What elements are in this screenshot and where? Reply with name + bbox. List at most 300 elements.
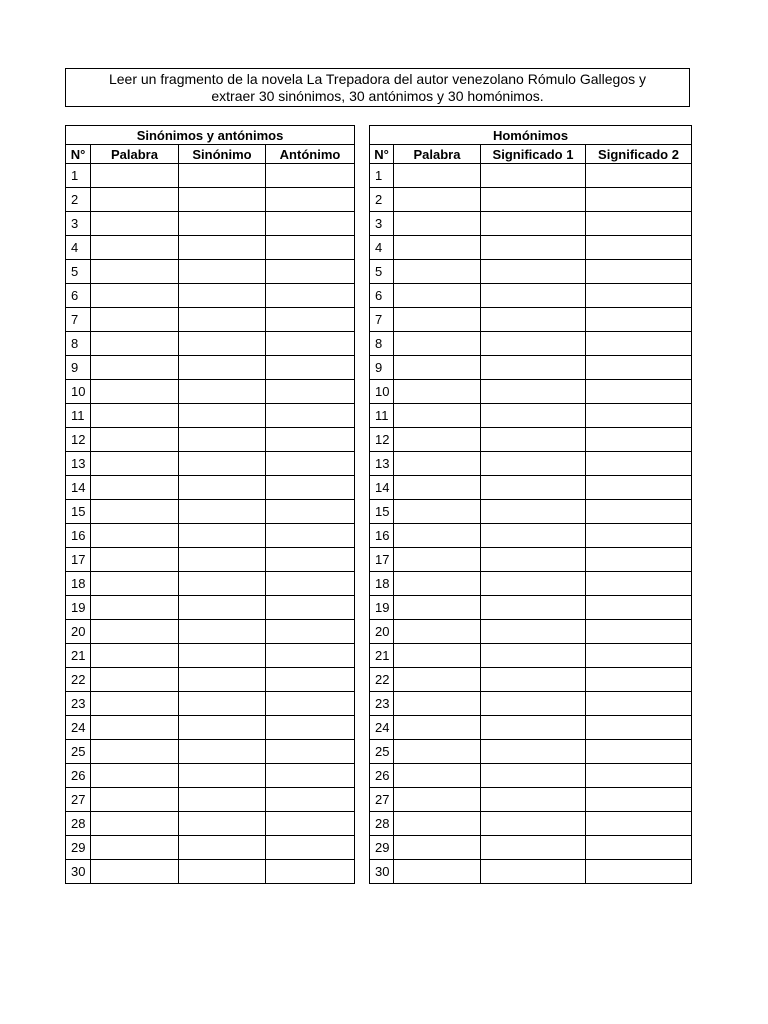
sinonimo-cell[interactable] bbox=[179, 716, 266, 740]
table-row bbox=[66, 284, 355, 308]
table-row bbox=[66, 500, 355, 524]
row-number: 28 bbox=[66, 812, 91, 836]
significado-1-cell[interactable] bbox=[481, 452, 586, 476]
palabra-cell[interactable] bbox=[91, 404, 179, 428]
significado-1-cell[interactable] bbox=[481, 812, 586, 836]
instructions-line-1: Leer un fragmento de la novela La Trepadora del autor venezolano Rómulo Gallegos y bbox=[108, 70, 646, 87]
significado-2-cell[interactable] bbox=[586, 356, 692, 380]
significado-1-cell[interactable] bbox=[481, 764, 586, 788]
sinonimo-cell[interactable] bbox=[179, 260, 266, 284]
row-number: 29 bbox=[370, 836, 394, 860]
antonimo-cell[interactable] bbox=[266, 788, 355, 812]
sinonimo-cell[interactable] bbox=[179, 692, 266, 716]
significado-1-cell[interactable] bbox=[481, 284, 586, 308]
table-row bbox=[66, 380, 355, 404]
row-number: 27 bbox=[66, 788, 91, 812]
antonimo-cell[interactable] bbox=[266, 380, 355, 404]
palabra-cell[interactable] bbox=[91, 548, 179, 572]
antonimo-cell[interactable] bbox=[266, 836, 355, 860]
table-row bbox=[370, 188, 692, 212]
palabra-cell[interactable] bbox=[394, 284, 481, 308]
row-number: 18 bbox=[66, 572, 91, 596]
palabra-cell[interactable] bbox=[394, 332, 481, 356]
table-row bbox=[370, 332, 692, 356]
palabra-cell[interactable] bbox=[394, 812, 481, 836]
table-row bbox=[66, 692, 355, 716]
palabra-cell[interactable] bbox=[394, 860, 481, 884]
antonimo-cell[interactable] bbox=[266, 476, 355, 500]
row-number: 21 bbox=[370, 644, 394, 668]
column-header-sinonimo: Sinónimo bbox=[179, 145, 266, 164]
significado-2-cell[interactable] bbox=[586, 212, 692, 236]
palabra-cell[interactable] bbox=[394, 548, 481, 572]
table-row bbox=[66, 764, 355, 788]
significado-1-cell[interactable] bbox=[481, 524, 586, 548]
palabra-cell[interactable] bbox=[91, 572, 179, 596]
sinonimo-cell[interactable] bbox=[179, 356, 266, 380]
row-number: 11 bbox=[370, 404, 394, 428]
row-number: 8 bbox=[66, 332, 91, 356]
significado-2-cell[interactable] bbox=[586, 812, 692, 836]
antonimo-cell[interactable] bbox=[266, 596, 355, 620]
table-row bbox=[370, 668, 692, 692]
table-row bbox=[66, 524, 355, 548]
palabra-cell[interactable] bbox=[394, 500, 481, 524]
antonimo-cell[interactable] bbox=[266, 452, 355, 476]
table-row bbox=[370, 812, 692, 836]
table-row bbox=[370, 740, 692, 764]
table-row bbox=[66, 356, 355, 380]
table-row bbox=[66, 596, 355, 620]
sinonimo-cell[interactable] bbox=[179, 476, 266, 500]
significado-2-cell[interactable] bbox=[586, 716, 692, 740]
row-number: 5 bbox=[66, 260, 91, 284]
sinonimo-cell[interactable] bbox=[179, 860, 266, 884]
antonimo-cell[interactable] bbox=[266, 212, 355, 236]
row-number: 23 bbox=[370, 692, 394, 716]
synonyms-antonyms-table bbox=[65, 125, 355, 884]
row-number: 14 bbox=[66, 476, 91, 500]
row-number: 24 bbox=[370, 716, 394, 740]
palabra-cell[interactable] bbox=[394, 260, 481, 284]
antonimo-cell[interactable] bbox=[266, 668, 355, 692]
significado-2-cell[interactable] bbox=[586, 836, 692, 860]
significado-1-cell[interactable] bbox=[481, 836, 586, 860]
column-header-palabra: Palabra bbox=[394, 145, 481, 164]
row-number: 21 bbox=[66, 644, 91, 668]
palabra-cell[interactable] bbox=[394, 212, 481, 236]
palabra-cell[interactable] bbox=[394, 356, 481, 380]
column-header-number: N° bbox=[370, 145, 394, 164]
sinonimo-cell[interactable] bbox=[179, 284, 266, 308]
antonimo-cell[interactable] bbox=[266, 716, 355, 740]
palabra-cell[interactable] bbox=[91, 692, 179, 716]
antonimo-cell[interactable] bbox=[266, 860, 355, 884]
row-number: 29 bbox=[66, 836, 91, 860]
table-row bbox=[370, 212, 692, 236]
table-row bbox=[370, 596, 692, 620]
row-number: 15 bbox=[66, 500, 91, 524]
homonyms-table bbox=[369, 125, 692, 884]
significado-1-cell[interactable] bbox=[481, 308, 586, 332]
row-number: 16 bbox=[370, 524, 394, 548]
table-row bbox=[66, 548, 355, 572]
significado-1-cell[interactable] bbox=[481, 572, 586, 596]
table-row bbox=[370, 500, 692, 524]
row-number: 30 bbox=[66, 860, 91, 884]
antonimo-cell[interactable] bbox=[266, 236, 355, 260]
antonimo-cell[interactable] bbox=[266, 644, 355, 668]
significado-2-cell[interactable] bbox=[586, 260, 692, 284]
significado-2-cell[interactable] bbox=[586, 380, 692, 404]
sinonimo-cell[interactable] bbox=[179, 596, 266, 620]
sinonimo-cell[interactable] bbox=[179, 236, 266, 260]
palabra-cell[interactable] bbox=[394, 716, 481, 740]
table-row bbox=[66, 212, 355, 236]
sinonimo-cell[interactable] bbox=[179, 788, 266, 812]
row-number: 4 bbox=[370, 236, 394, 260]
sinonimo-cell[interactable] bbox=[179, 164, 266, 188]
palabra-cell[interactable] bbox=[91, 260, 179, 284]
palabra-cell[interactable] bbox=[91, 236, 179, 260]
significado-1-cell[interactable] bbox=[481, 236, 586, 260]
row-number: 2 bbox=[370, 188, 394, 212]
significado-2-cell[interactable] bbox=[586, 308, 692, 332]
antonimo-cell[interactable] bbox=[266, 308, 355, 332]
significado-2-cell[interactable] bbox=[586, 644, 692, 668]
row-number: 7 bbox=[370, 308, 394, 332]
table-row bbox=[370, 380, 692, 404]
row-number: 13 bbox=[370, 452, 394, 476]
significado-2-cell[interactable] bbox=[586, 236, 692, 260]
significado-1-cell[interactable] bbox=[481, 692, 586, 716]
sinonimo-cell[interactable] bbox=[179, 620, 266, 644]
palabra-cell[interactable] bbox=[91, 644, 179, 668]
table-row bbox=[66, 740, 355, 764]
row-number: 10 bbox=[370, 380, 394, 404]
table-row bbox=[370, 548, 692, 572]
palabra-cell[interactable] bbox=[91, 188, 179, 212]
row-number: 13 bbox=[66, 452, 91, 476]
sinonimo-cell[interactable] bbox=[179, 308, 266, 332]
row-number: 19 bbox=[370, 596, 394, 620]
significado-2-cell[interactable] bbox=[586, 500, 692, 524]
significado-2-cell[interactable] bbox=[586, 188, 692, 212]
row-number: 12 bbox=[370, 428, 394, 452]
palabra-cell[interactable] bbox=[394, 188, 481, 212]
significado-1-cell[interactable] bbox=[481, 500, 586, 524]
significado-2-cell[interactable] bbox=[586, 572, 692, 596]
table-row bbox=[66, 716, 355, 740]
palabra-cell[interactable] bbox=[394, 236, 481, 260]
row-number: 3 bbox=[370, 212, 394, 236]
palabra-cell[interactable] bbox=[91, 524, 179, 548]
palabra-cell[interactable] bbox=[91, 380, 179, 404]
significado-2-cell[interactable] bbox=[586, 692, 692, 716]
table-row bbox=[370, 836, 692, 860]
significado-1-cell[interactable] bbox=[481, 260, 586, 284]
palabra-cell[interactable] bbox=[394, 308, 481, 332]
table-row bbox=[66, 812, 355, 836]
table-row bbox=[370, 452, 692, 476]
significado-2-cell[interactable] bbox=[586, 740, 692, 764]
table-row bbox=[66, 476, 355, 500]
row-number: 1 bbox=[66, 164, 91, 188]
palabra-cell[interactable] bbox=[394, 572, 481, 596]
table-row bbox=[370, 524, 692, 548]
palabra-cell[interactable] bbox=[394, 428, 481, 452]
palabra-cell[interactable] bbox=[394, 644, 481, 668]
significado-1-cell[interactable] bbox=[481, 668, 586, 692]
table-row bbox=[370, 644, 692, 668]
significado-1-cell[interactable] bbox=[481, 212, 586, 236]
antonimo-cell[interactable] bbox=[266, 188, 355, 212]
significado-2-cell[interactable] bbox=[586, 164, 692, 188]
palabra-cell[interactable] bbox=[394, 740, 481, 764]
palabra-cell[interactable] bbox=[394, 788, 481, 812]
palabra-cell[interactable] bbox=[91, 716, 179, 740]
palabra-cell[interactable] bbox=[91, 476, 179, 500]
row-number: 24 bbox=[66, 716, 91, 740]
significado-1-cell[interactable] bbox=[481, 404, 586, 428]
row-number: 20 bbox=[66, 620, 91, 644]
significado-1-cell[interactable] bbox=[481, 860, 586, 884]
column-header-antonimo: Antónimo bbox=[266, 145, 355, 164]
sinonimo-cell[interactable] bbox=[179, 500, 266, 524]
table-row bbox=[66, 164, 355, 188]
table-row bbox=[370, 308, 692, 332]
sinonimo-cell[interactable] bbox=[179, 380, 266, 404]
palabra-cell[interactable] bbox=[91, 596, 179, 620]
significado-1-cell[interactable] bbox=[481, 164, 586, 188]
table-row bbox=[370, 236, 692, 260]
sinonimo-cell[interactable] bbox=[179, 812, 266, 836]
sinonimo-cell[interactable] bbox=[179, 764, 266, 788]
column-header-significado-2: Significado 2 bbox=[586, 145, 692, 164]
row-number: 26 bbox=[370, 764, 394, 788]
row-number: 14 bbox=[370, 476, 394, 500]
row-number: 27 bbox=[370, 788, 394, 812]
antonimo-cell[interactable] bbox=[266, 740, 355, 764]
palabra-cell[interactable] bbox=[394, 476, 481, 500]
table-row bbox=[370, 620, 692, 644]
palabra-cell[interactable] bbox=[394, 404, 481, 428]
sinonimo-cell[interactable] bbox=[179, 452, 266, 476]
row-number: 6 bbox=[66, 284, 91, 308]
palabra-cell[interactable] bbox=[394, 692, 481, 716]
sinonimo-cell[interactable] bbox=[179, 740, 266, 764]
table-row bbox=[370, 692, 692, 716]
palabra-cell[interactable] bbox=[394, 668, 481, 692]
row-number: 15 bbox=[370, 500, 394, 524]
sinonimo-cell[interactable] bbox=[179, 524, 266, 548]
palabra-cell[interactable] bbox=[91, 740, 179, 764]
significado-2-cell[interactable] bbox=[586, 476, 692, 500]
row-number: 16 bbox=[66, 524, 91, 548]
significado-1-cell[interactable] bbox=[481, 188, 586, 212]
row-number: 28 bbox=[370, 812, 394, 836]
significado-1-cell[interactable] bbox=[481, 548, 586, 572]
table-row bbox=[66, 332, 355, 356]
table-row bbox=[66, 260, 355, 284]
palabra-cell[interactable] bbox=[91, 284, 179, 308]
palabra-cell[interactable] bbox=[91, 668, 179, 692]
significado-1-cell[interactable] bbox=[481, 332, 586, 356]
antonimo-cell[interactable] bbox=[266, 284, 355, 308]
sinonimo-cell[interactable] bbox=[179, 668, 266, 692]
table-row bbox=[370, 164, 692, 188]
table-row bbox=[370, 404, 692, 428]
table-row bbox=[66, 644, 355, 668]
palabra-cell[interactable] bbox=[394, 524, 481, 548]
antonimo-cell[interactable] bbox=[266, 164, 355, 188]
palabra-cell[interactable] bbox=[394, 380, 481, 404]
palabra-cell[interactable] bbox=[394, 596, 481, 620]
table-row bbox=[370, 284, 692, 308]
column-header-palabra: Palabra bbox=[91, 145, 179, 164]
row-number: 11 bbox=[66, 404, 91, 428]
palabra-cell[interactable] bbox=[91, 308, 179, 332]
table-row bbox=[66, 404, 355, 428]
row-number: 8 bbox=[370, 332, 394, 356]
table-row bbox=[66, 428, 355, 452]
table-row bbox=[66, 836, 355, 860]
palabra-cell[interactable] bbox=[394, 836, 481, 860]
row-number: 26 bbox=[66, 764, 91, 788]
table-row bbox=[370, 572, 692, 596]
row-number: 10 bbox=[66, 380, 91, 404]
row-number: 2 bbox=[66, 188, 91, 212]
antonimo-cell[interactable] bbox=[266, 548, 355, 572]
row-number: 4 bbox=[66, 236, 91, 260]
sinonimo-cell[interactable] bbox=[179, 404, 266, 428]
antonimo-cell[interactable] bbox=[266, 404, 355, 428]
table-row bbox=[66, 572, 355, 596]
significado-1-cell[interactable] bbox=[481, 380, 586, 404]
table-row bbox=[66, 788, 355, 812]
significado-2-cell[interactable] bbox=[586, 668, 692, 692]
significado-1-cell[interactable] bbox=[481, 428, 586, 452]
palabra-cell[interactable] bbox=[91, 764, 179, 788]
significado-2-cell[interactable] bbox=[586, 548, 692, 572]
table-row bbox=[66, 452, 355, 476]
homonyms-title: Homónimos bbox=[370, 126, 692, 145]
palabra-cell[interactable] bbox=[91, 212, 179, 236]
palabra-cell[interactable] bbox=[91, 860, 179, 884]
table-row bbox=[66, 668, 355, 692]
column-header-number: N° bbox=[66, 145, 91, 164]
row-number: 23 bbox=[66, 692, 91, 716]
antonimo-cell[interactable] bbox=[266, 332, 355, 356]
row-number: 7 bbox=[66, 308, 91, 332]
sinonimo-cell[interactable] bbox=[179, 836, 266, 860]
row-number: 25 bbox=[66, 740, 91, 764]
palabra-cell[interactable] bbox=[394, 764, 481, 788]
antonimo-cell[interactable] bbox=[266, 812, 355, 836]
significado-2-cell[interactable] bbox=[586, 764, 692, 788]
palabra-cell[interactable] bbox=[394, 620, 481, 644]
row-number: 12 bbox=[66, 428, 91, 452]
significado-2-cell[interactable] bbox=[586, 524, 692, 548]
significado-2-cell[interactable] bbox=[586, 452, 692, 476]
antonimo-cell[interactable] bbox=[266, 524, 355, 548]
table-row bbox=[66, 860, 355, 884]
significado-1-cell[interactable] bbox=[481, 476, 586, 500]
row-number: 19 bbox=[66, 596, 91, 620]
antonimo-cell[interactable] bbox=[266, 260, 355, 284]
palabra-cell[interactable] bbox=[91, 500, 179, 524]
table-row bbox=[66, 308, 355, 332]
significado-2-cell[interactable] bbox=[586, 620, 692, 644]
significado-1-cell[interactable] bbox=[481, 788, 586, 812]
significado-2-cell[interactable] bbox=[586, 404, 692, 428]
antonimo-cell[interactable] bbox=[266, 572, 355, 596]
sinonimo-cell[interactable] bbox=[179, 332, 266, 356]
instructions-line-2: extraer 30 sinónimos, 30 antónimos y 30 homónimos. bbox=[211, 87, 544, 104]
palabra-cell[interactable] bbox=[91, 788, 179, 812]
antonimo-cell[interactable] bbox=[266, 428, 355, 452]
significado-2-cell[interactable] bbox=[586, 860, 692, 884]
row-number: 9 bbox=[370, 356, 394, 380]
antonimo-cell[interactable] bbox=[266, 764, 355, 788]
palabra-cell[interactable] bbox=[91, 836, 179, 860]
antonimo-cell[interactable] bbox=[266, 620, 355, 644]
sinonimo-cell[interactable] bbox=[179, 212, 266, 236]
antonimo-cell[interactable] bbox=[266, 692, 355, 716]
row-number: 17 bbox=[66, 548, 91, 572]
sinonimo-cell[interactable] bbox=[179, 644, 266, 668]
palabra-cell[interactable] bbox=[91, 812, 179, 836]
significado-1-cell[interactable] bbox=[481, 644, 586, 668]
palabra-cell[interactable] bbox=[91, 428, 179, 452]
sinonimo-cell[interactable] bbox=[179, 548, 266, 572]
table-row bbox=[370, 788, 692, 812]
table-row bbox=[370, 716, 692, 740]
palabra-cell[interactable] bbox=[91, 332, 179, 356]
row-number: 22 bbox=[66, 668, 91, 692]
significado-1-cell[interactable] bbox=[481, 620, 586, 644]
palabra-cell[interactable] bbox=[394, 452, 481, 476]
synonyms-antonyms-body bbox=[66, 164, 355, 884]
antonimo-cell[interactable] bbox=[266, 500, 355, 524]
synonyms-antonyms-title: Sinónimos y antónimos bbox=[66, 126, 355, 145]
significado-1-cell[interactable] bbox=[481, 356, 586, 380]
antonimo-cell[interactable] bbox=[266, 356, 355, 380]
palabra-cell[interactable] bbox=[91, 620, 179, 644]
row-number: 25 bbox=[370, 740, 394, 764]
table-row bbox=[66, 620, 355, 644]
significado-2-cell[interactable] bbox=[586, 788, 692, 812]
significado-2-cell[interactable] bbox=[586, 428, 692, 452]
significado-2-cell[interactable] bbox=[586, 284, 692, 308]
instructions-box bbox=[65, 68, 690, 107]
palabra-cell[interactable] bbox=[91, 356, 179, 380]
table-row bbox=[370, 428, 692, 452]
significado-2-cell[interactable] bbox=[586, 332, 692, 356]
row-number: 1 bbox=[370, 164, 394, 188]
significado-2-cell[interactable] bbox=[586, 596, 692, 620]
sinonimo-cell[interactable] bbox=[179, 572, 266, 596]
row-number: 5 bbox=[370, 260, 394, 284]
significado-1-cell[interactable] bbox=[481, 596, 586, 620]
significado-1-cell[interactable] bbox=[481, 740, 586, 764]
sinonimo-cell[interactable] bbox=[179, 188, 266, 212]
palabra-cell[interactable] bbox=[91, 164, 179, 188]
sinonimo-cell[interactable] bbox=[179, 428, 266, 452]
significado-1-cell[interactable] bbox=[481, 716, 586, 740]
palabra-cell[interactable] bbox=[394, 164, 481, 188]
palabra-cell[interactable] bbox=[91, 452, 179, 476]
